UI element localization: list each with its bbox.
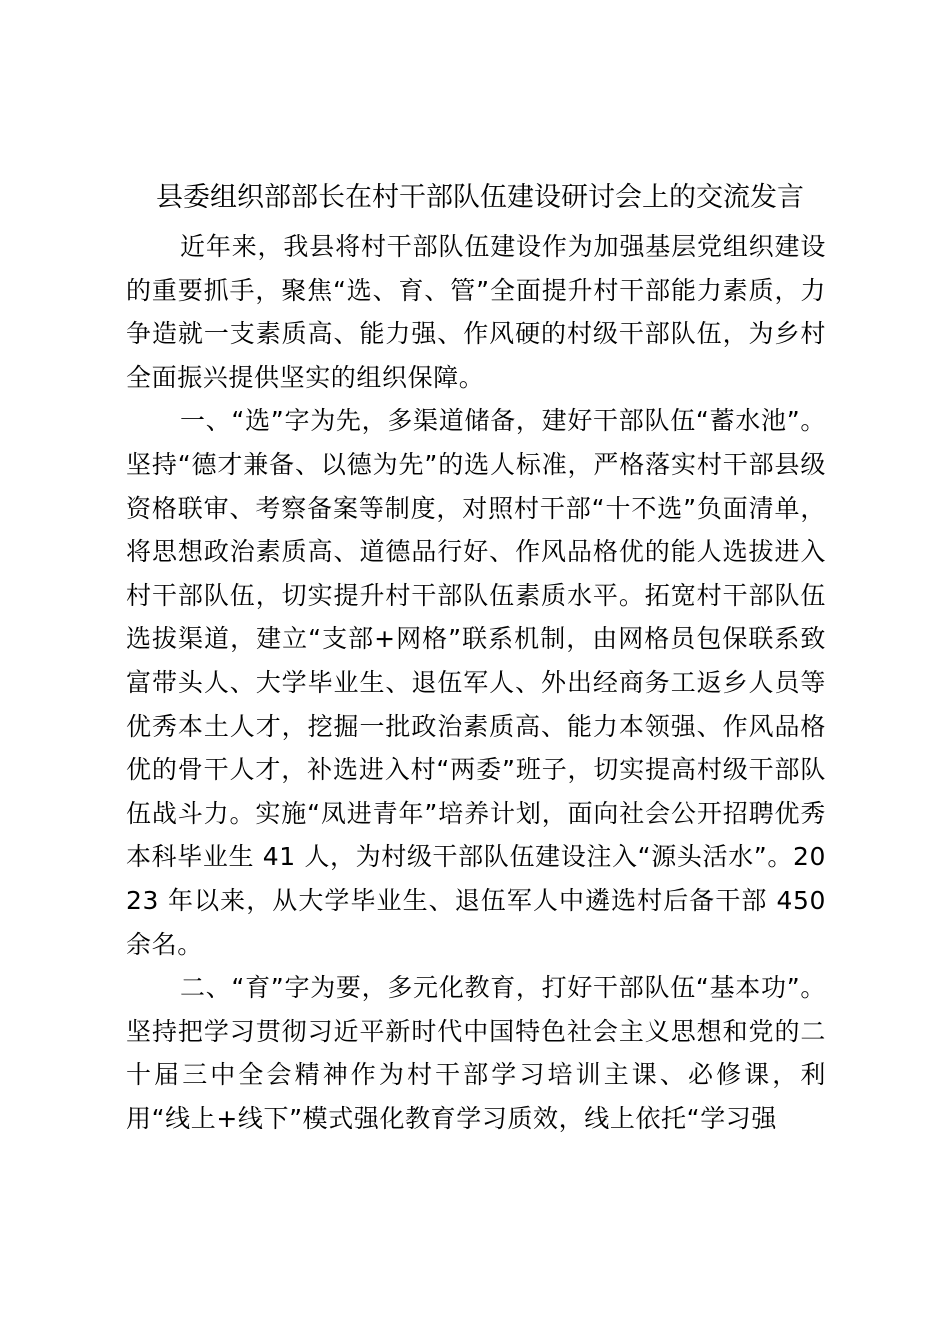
document-body <box>126 225 826 1140</box>
paragraph-section-2: 二、“育”字为要，多元化教育，打好干部队伍“基本功”。坚持把学习贯彻习近平新时代中国特色社会主义思想和党的二十届三中全会精神作为村干部学习培训主课、必修课，利用“线上+线下”模式强化教育学习质效，线上依托“学习强 <box>126 973 826 1133</box>
paragraph-intro: 近年来，我县将村干部队伍建设作为加强基层党组织建设的重要抓手，聚焦“选、育、管”全面提升村干部能力素质，力争造就一支素质高、能力强、作风硬的村级干部队伍，为乡村全面振兴提供坚实的组织保障。 <box>126 232 826 392</box>
paragraph-section-1: 一、“选”字为先，多渠道储备，建好干部队伍“蓄水池”。坚持“德才兼备、以德为先”的选人标准，严格落实村干部县级资格联审、考察备案等制度，对照村干部“十不选”负面清单，将思想政治素质高、道德品行好、作风品格优的能人选拔进入村干部队伍，切实提升村干部队伍素质水平。拓宽村干部队伍选拔渠道，建立“支部+网格”联系机制，由网格员包保联系致富带头人、大学毕业生、退伍军人、外出经商务工返乡人员等优秀本土人才，挖掘一批政治素质高、能力本领强、作风品格优的骨干人才，补选进入村“两委”班子，切实提高村级干部队伍战斗力。实施“凤进青年”培养计划，面向社会公开招聘优秀本科毕业生 41 人，为村级干部队伍建设注入“源头活水”。2023 年以来，从大学毕业生、退伍军人中遴选村后备干部 450 余名。 <box>126 406 826 959</box>
document-title: 县委组织部部长在村干部队伍建设研讨会上的交流发言 <box>156 182 804 213</box>
